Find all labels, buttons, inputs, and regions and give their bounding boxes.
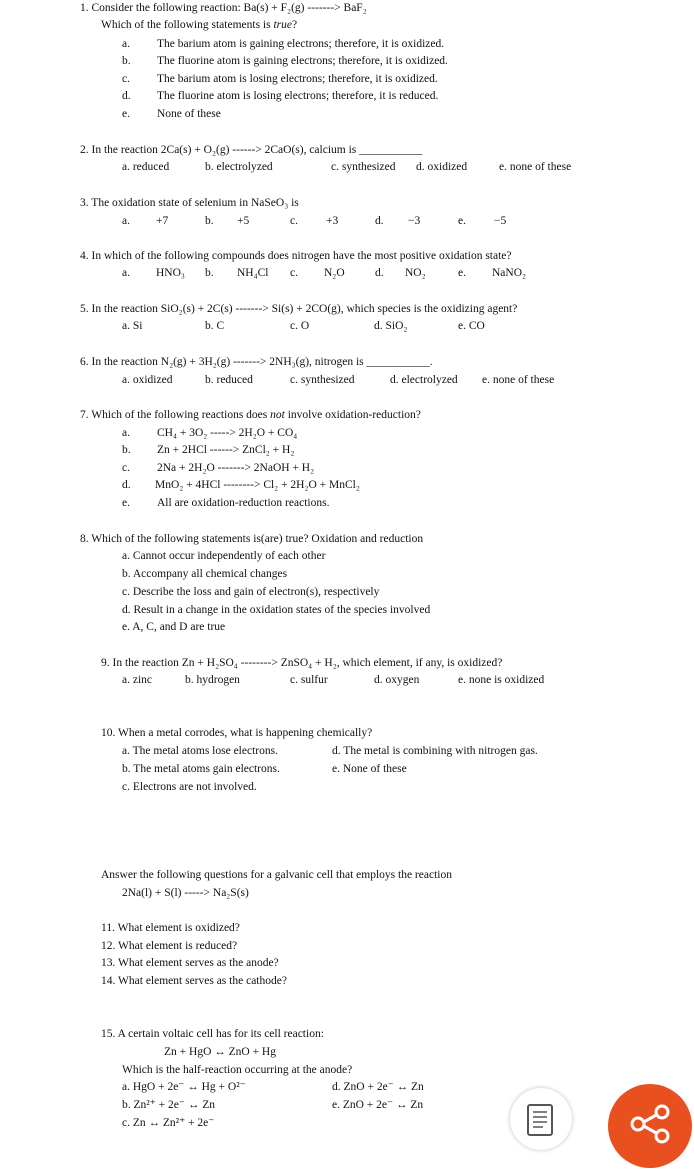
q7-opt-a: CH₄ + 3O₂ -----> 2H₂O + CO₄	[157, 427, 298, 439]
q4-opt-e: NaNO₂	[492, 267, 527, 279]
q15-opt-c: c. Zn ↔ Zn²⁺ + 2e⁻	[122, 1117, 215, 1129]
q1-opt-d: The fluorine atom is losing electrons; therefore, it is reduced.	[157, 90, 439, 102]
q4-opt-e-label: e.	[458, 267, 466, 279]
q9-opt-a: a. zinc	[122, 674, 153, 686]
q15-opt-a: a. HgO + 2e⁻ ↔ Hg + O²⁻	[122, 1081, 246, 1093]
q10-opt-e: e. None of these	[332, 763, 407, 775]
q7-opt-c: 2Na + 2H₂O -------> 2NaOH + H₂	[157, 462, 315, 474]
q6-opt-e: e. none of these	[482, 374, 555, 386]
q1-stem: 1. Consider the following reaction: Ba(s) + F₂(g) -------> BaF₂	[80, 2, 367, 14]
q10-opt-d: d. The metal is combining with nitrogen gas.	[332, 745, 538, 757]
q3-opt-b: +5	[237, 215, 250, 227]
galvanic-intro: Answer the following questions for a galvanic cell that employs the reaction	[101, 869, 452, 881]
q12: 12. What element is reduced?	[101, 940, 238, 952]
q1-opt-b: The fluorine atom is gaining electrons; therefore, it is oxidized.	[157, 55, 448, 67]
q15-prompt: Which is the half-reaction occurring at the anode?	[122, 1064, 353, 1076]
q1-opt-a-label: a.	[122, 38, 130, 50]
q15-reaction: Zn + HgO ↔ ZnO + Hg	[164, 1046, 276, 1058]
document-icon	[510, 1088, 572, 1150]
q8-opt-d: d. Result in a change in the oxidation states of the species involved	[122, 604, 431, 616]
q3-opt-b-label: b.	[205, 215, 214, 227]
q6-stem: 6. In the reaction N₂(g) + 3H₂(g) -------> 2NH₃(g), nitrogen is ___________.	[80, 356, 433, 368]
q1-opt-e-label: e.	[122, 108, 130, 120]
q3-opt-c: +3	[326, 215, 339, 227]
q7-opt-a-label: a.	[122, 427, 130, 439]
q10-opt-b: b. The metal atoms gain electrons.	[122, 763, 280, 775]
q6-opt-b: b. reduced	[205, 374, 253, 386]
galvanic-reaction: 2Na(l) + S(l) -----> Na₂S(s)	[122, 887, 249, 899]
q11: 11. What element is oxidized?	[101, 922, 240, 934]
q7-opt-d-label: d.	[122, 479, 131, 491]
q15-stem: 15. A certain voltaic cell has for its cell reaction:	[101, 1028, 324, 1040]
q2-opt-b: b. electrolyzed	[205, 161, 273, 173]
q8-opt-c: c. Describe the loss and gain of electron(s), respectively	[122, 586, 380, 598]
q6-opt-a: a. oxidized	[122, 374, 173, 386]
q6-opt-c: c. synthesized	[290, 374, 355, 386]
q4-opt-d: NO₂	[405, 267, 426, 279]
q4-opt-b-label: b.	[205, 267, 214, 279]
q2-opt-d: d. oxidized	[416, 161, 468, 173]
q3-opt-d: −3	[408, 215, 421, 227]
q10-opt-c: c. Electrons are not involved.	[122, 781, 257, 793]
q8-opt-e: e. A, C, and D are true	[122, 621, 226, 633]
q9-opt-c: c. sulfur	[290, 674, 328, 686]
q4-opt-c: N₂O	[324, 267, 345, 279]
share-button[interactable]	[608, 1084, 692, 1168]
q5-opt-b: b. C	[205, 320, 225, 332]
q4-opt-b: NH₄Cl	[237, 267, 269, 279]
q8-opt-b: b. Accompany all chemical changes	[122, 568, 288, 580]
q4-opt-c-label: c.	[290, 267, 298, 279]
q9-opt-d: d. oxygen	[374, 674, 420, 686]
q8-stem: 8. Which of the following statements is(are) true? Oxidation and reduction	[80, 533, 424, 545]
q1-prompt: Which of the following statements is true?	[101, 19, 298, 31]
q3-opt-e: −5	[494, 215, 507, 227]
q1-opt-c: The barium atom is losing electrons; therefore, it is oxidized.	[157, 73, 438, 85]
q7-opt-d: MnO₂ + 4HCl --------> Cl₂ + 2H₂O + MnCl₂	[155, 479, 360, 491]
q4-stem: 4. In which of the following compounds does nitrogen have the most positive oxidation state?	[80, 250, 512, 262]
q15-opt-b: b. Zn²⁺ + 2e⁻ ↔ Zn	[122, 1099, 215, 1111]
q7-stem: 7. Which of the following reactions does not involve oxidation-reduction?	[80, 409, 421, 421]
q3-opt-d-label: d.	[375, 215, 384, 227]
q2-opt-a: a. reduced	[122, 161, 170, 173]
q7-opt-e-label: e.	[122, 497, 130, 509]
q3-opt-c-label: c.	[290, 215, 298, 227]
q1-opt-d-label: d.	[122, 90, 131, 102]
q14: 14. What element serves as the cathode?	[101, 975, 287, 987]
q10-opt-a: a. The metal atoms lose electrons.	[122, 745, 278, 757]
q7-opt-c-label: c.	[122, 462, 130, 474]
q15-opt-d: d. ZnO + 2e⁻ ↔ Zn	[332, 1081, 424, 1093]
q4-opt-a-label: a.	[122, 267, 130, 279]
q1-opt-e: None of these	[157, 108, 221, 120]
q9-opt-b: b. hydrogen	[185, 674, 240, 686]
q3-opt-a-label: a.	[122, 215, 130, 227]
q13: 13. What element serves as the anode?	[101, 957, 279, 969]
q9-opt-e: e. none is oxidized	[458, 674, 545, 686]
q5-opt-e: e. CO	[458, 320, 485, 332]
q8-opt-a: a. Cannot occur independently of each other	[122, 550, 326, 562]
q1-opt-b-label: b.	[122, 55, 131, 67]
q1-opt-a: The barium atom is gaining electrons; therefore, it is oxidized.	[157, 38, 445, 50]
q5-opt-d: d. SiO₂	[374, 320, 408, 332]
q1-opt-c-label: c.	[122, 73, 130, 85]
q3-stem: 3. The oxidation state of selenium in NaSeO₃ is	[80, 197, 299, 209]
q2-stem: 2. In the reaction 2Ca(s) + O₂(g) ------> 2CaO(s), calcium is ___________	[80, 144, 423, 156]
q7-opt-b: Zn + 2HCl ------> ZnCl₂ + H₂	[157, 444, 295, 456]
q10-stem: 10. When a metal corrodes, what is happening chemically?	[101, 727, 373, 739]
q2-opt-e: e. none of these	[499, 161, 572, 173]
q7-opt-e: All are oxidation-reduction reactions.	[157, 497, 330, 509]
q3-opt-e-label: e.	[458, 215, 466, 227]
q9-stem: 9. In the reaction Zn + H₂SO₄ --------> ZnSO₄ + H₂, which element, if any, is oxidized?	[101, 657, 503, 669]
q7-opt-b-label: b.	[122, 444, 131, 456]
q3-opt-a: +7	[156, 215, 169, 227]
q15-opt-e: e. ZnO + 2e⁻ ↔ Zn	[332, 1099, 424, 1111]
q5-opt-a: a. Si	[122, 320, 143, 332]
q4-opt-a: HNO₃	[156, 267, 185, 279]
q2-opt-c: c. synthesized	[331, 161, 396, 173]
share-icon	[608, 1084, 692, 1168]
q5-stem: 5. In the reaction SiO₂(s) + 2C(s) -------> Si(s) + 2CO(g), which species is the oxidizing agent?	[80, 303, 518, 315]
document-view-button[interactable]	[510, 1088, 572, 1150]
q4-opt-d-label: d.	[375, 267, 384, 279]
q6-opt-d: d. electrolyzed	[390, 374, 458, 386]
q5-opt-c: c. O	[290, 320, 310, 332]
